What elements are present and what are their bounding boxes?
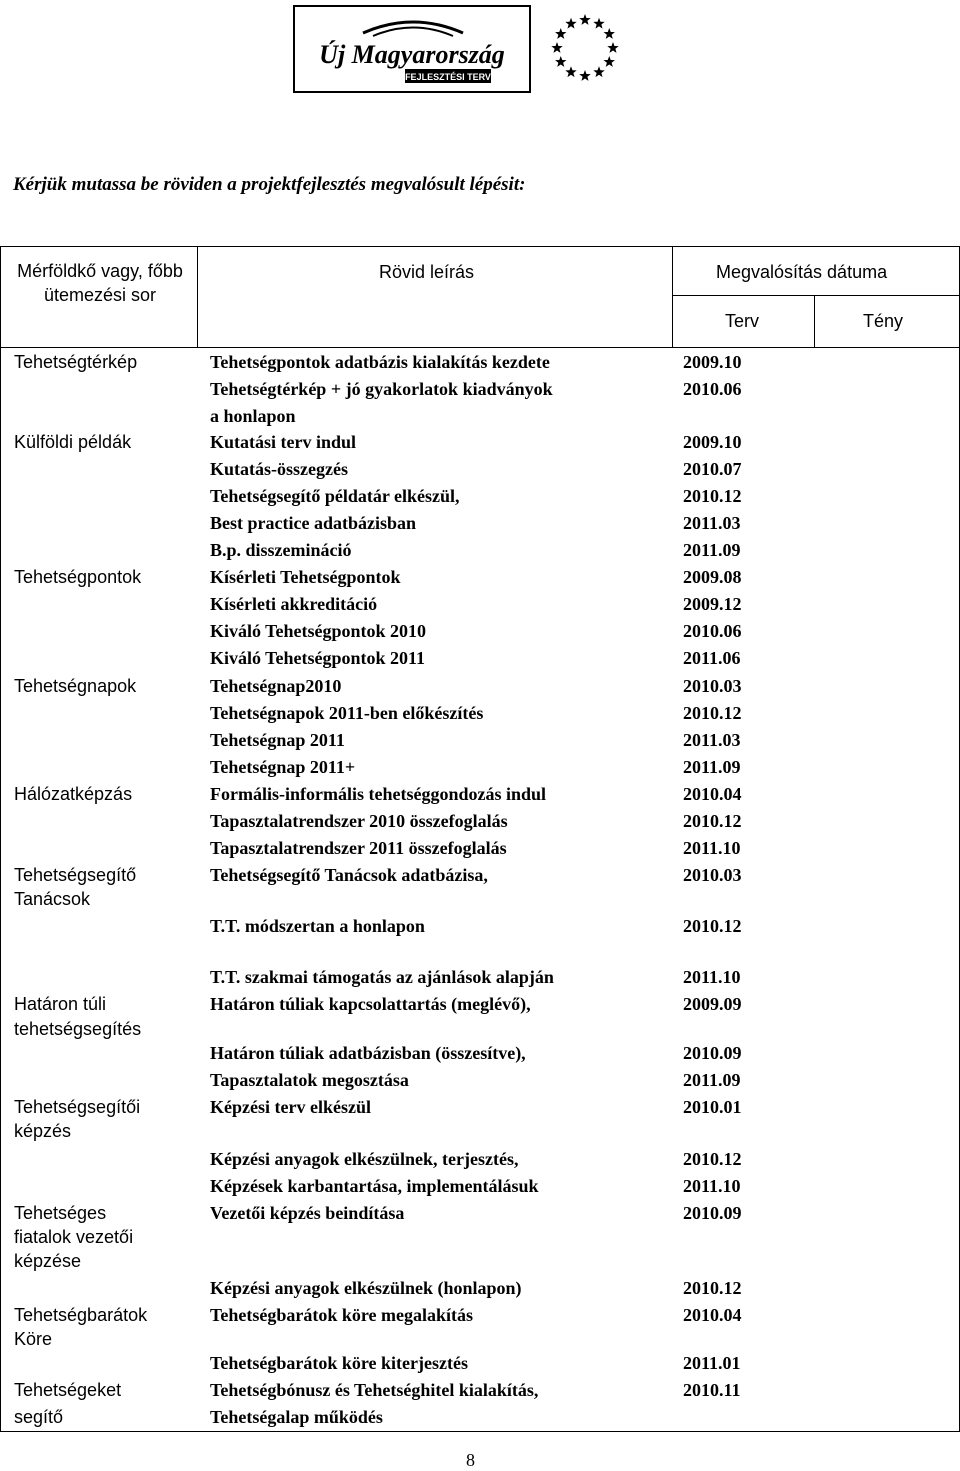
- description-cell: Kísérleti akkreditáció: [210, 594, 378, 614]
- milestone-table: [0, 246, 960, 1432]
- description-cell: Tehetségbarátok köre kiterjesztés: [210, 1353, 468, 1373]
- milestone-cell: fiatalok vezetői: [14, 1227, 134, 1247]
- plan-date-cell: 2010.12: [683, 1149, 742, 1169]
- description-cell: Best practice adatbázisban: [210, 513, 416, 533]
- plan-date-cell: 2011.06: [683, 648, 741, 668]
- plan-date-cell: 2010.09: [683, 1203, 742, 1223]
- col-plan-header: Terv: [725, 311, 760, 331]
- description-cell: Kísérleti Tehetségpontok: [210, 567, 401, 587]
- description-cell: Tehetségnap2010: [210, 676, 342, 696]
- description-cell: Kutatási terv indul: [210, 432, 357, 452]
- eu-star-icon: [607, 42, 618, 53]
- milestone-cell: Tehetségsegítő: [14, 865, 137, 885]
- description-cell: Kiváló Tehetségpontok 2011: [210, 648, 426, 668]
- description-cell: Tehetségbónusz és Tehetséghitel kialakítás,: [210, 1380, 539, 1400]
- description-cell: Tehetségtérkép + jó gyakorlatok kiadványok: [210, 379, 553, 399]
- description-cell: Tehetségsegítő példatár elkészül,: [210, 486, 460, 506]
- plan-date-cell: 2010.03: [683, 676, 742, 696]
- description-cell: Képzési terv elkészül: [210, 1097, 371, 1117]
- milestone-cell: Tehetségbarátok: [14, 1305, 148, 1325]
- header-logos: [0, 0, 960, 100]
- page-number: 8: [466, 1450, 475, 1470]
- description-cell: Kiváló Tehetségpontok 2010: [210, 621, 427, 641]
- eu-star-icon: [593, 18, 604, 29]
- plan-date-cell: 2010.09: [683, 1043, 742, 1063]
- uj-magyarorszag-logo: [293, 5, 531, 93]
- eu-star-icon: [593, 66, 604, 77]
- plan-date-cell: 2011.09: [683, 540, 741, 560]
- milestone-cell: Tehetségsegítői: [14, 1097, 141, 1117]
- eu-star-icon: [565, 18, 576, 29]
- description-cell: Tehetségsegítő Tanácsok adatbázisa,: [210, 865, 488, 885]
- milestone-cell: képzés: [14, 1121, 72, 1141]
- milestone-cell: tehetségsegítés: [14, 1019, 142, 1039]
- description-cell: Kutatás-összegzés: [210, 459, 348, 479]
- description-cell: Tehetségnapok 2011-ben előkészítés: [210, 703, 484, 723]
- milestone-cell: segítő: [14, 1407, 64, 1427]
- plan-date-cell: 2010.06: [683, 621, 742, 641]
- description-cell: a honlapon: [210, 406, 296, 426]
- milestone-cell: képzése: [14, 1251, 82, 1271]
- description-cell: Képzési anyagok elkészülnek, terjesztés,: [210, 1149, 519, 1169]
- description-cell: Tehetségbarátok köre megalakítás: [210, 1305, 473, 1325]
- plan-date-cell: 2010.06: [683, 379, 742, 399]
- plan-date-cell: 2010.12: [683, 703, 742, 723]
- description-cell: Tapasztalatrendszer 2010 összefoglalás: [210, 811, 508, 831]
- intro-heading: Kérjük mutassa be röviden a projektfejlesztés megvalósult lépésit:: [13, 174, 526, 195]
- plan-date-cell: 2010.01: [683, 1097, 742, 1117]
- col-divider-1: [197, 247, 198, 347]
- plan-date-cell: 2011.10: [683, 1176, 741, 1196]
- description-cell: T.T. módszertan a honlapon: [210, 916, 425, 936]
- description-cell: Képzési anyagok elkészülnek (honlapon): [210, 1278, 522, 1298]
- plan-date-cell: 2011.03: [683, 513, 741, 533]
- plan-date-cell: 2010.07: [683, 459, 742, 479]
- milestone-cell: Tehetségeket: [14, 1380, 122, 1400]
- description-cell: B.p. disszemináció: [210, 540, 352, 560]
- milestone-cell: Köre: [14, 1329, 53, 1349]
- col-divider-2: [672, 247, 673, 347]
- description-cell: Tehetségnap 2011: [210, 730, 345, 750]
- description-cell: Tehetségnap 2011+: [210, 757, 356, 777]
- logo-hu-text: Új Magyarország: [319, 40, 505, 69]
- description-cell: Formális-informális tehetséggondozás indul: [210, 784, 546, 804]
- milestone-cell: Határon túli: [14, 994, 107, 1014]
- plan-date-cell: 2011.10: [683, 967, 741, 987]
- description-cell: Képzések karbantartása, implementálásuk: [210, 1176, 539, 1196]
- eu-star-icon: [604, 28, 615, 39]
- col-actual-header: Tény: [863, 311, 904, 331]
- plan-date-cell: 2010.03: [683, 865, 742, 885]
- eu-star-icon: [565, 66, 576, 77]
- plan-date-cell: 2010.12: [683, 916, 742, 936]
- description-cell: T.T. szakmai támogatás az ajánlások alapján: [210, 967, 554, 987]
- eu-star-icon: [579, 14, 590, 25]
- eu-stars-logo: [547, 10, 623, 86]
- plan-date-cell: 2011.10: [683, 838, 741, 858]
- milestone-cell: Tehetségpontok: [14, 567, 142, 587]
- plan-date-cell: 2010.12: [683, 486, 742, 506]
- col-desc-header: Rövid leírás: [379, 262, 475, 282]
- plan-date-cell: 2010.12: [683, 811, 742, 831]
- description-cell: Tapasztalatok megosztása: [210, 1070, 409, 1090]
- milestone-cell: Tehetségtérkép: [14, 352, 138, 372]
- milestone-cell: Tehetségnapok: [14, 676, 137, 696]
- plan-date-cell: 2010.11: [683, 1380, 741, 1400]
- milestone-cell: Külföldi példák: [14, 432, 132, 452]
- description-cell: Tapasztalatrendszer 2011 összefoglalás: [210, 838, 507, 858]
- col-date-header: Megvalósítás dátuma: [716, 262, 888, 282]
- plan-date-cell: 2010.04: [683, 784, 742, 804]
- plan-date-cell: 2009.12: [683, 594, 742, 614]
- plan-date-cell: 2009.10: [683, 432, 742, 452]
- description-cell: Vezetői képzés beindítása: [210, 1203, 405, 1223]
- milestone-cell: Hálózatképzás: [14, 784, 133, 804]
- plan-date-cell: 2009.10: [683, 352, 742, 372]
- plan-date-cell: 2011.09: [683, 757, 741, 777]
- plan-date-cell: 2009.09: [683, 994, 742, 1014]
- header-subline: [672, 295, 959, 296]
- eu-star-icon: [579, 70, 590, 81]
- plan-date-cell: 2010.04: [683, 1305, 742, 1325]
- description-cell: Határon túliak kapcsolattartás (meglévő),: [210, 994, 531, 1014]
- eu-star-icon: [551, 42, 562, 53]
- col-milestone-header: Mérföldkő vagy, főbb ütemezési sor: [17, 261, 183, 305]
- eu-star-icon: [555, 56, 566, 67]
- header-bottom-line: [1, 347, 959, 348]
- milestone-cell: Tehetséges: [14, 1203, 107, 1223]
- description-cell: Tehetségpontok adatbázis kialakítás kezdete: [210, 352, 550, 372]
- plan-date-cell: 2010.12: [683, 1278, 742, 1298]
- description-cell: Határon túliak adatbázisban (összesítve),: [210, 1043, 526, 1063]
- eu-star-icon: [604, 56, 615, 67]
- plan-date-cell: 2011.03: [683, 730, 741, 750]
- col-divider-3: [814, 295, 815, 347]
- plan-date-cell: 2011.01: [683, 1353, 741, 1373]
- description-cell: Tehetségalap működés: [210, 1407, 383, 1427]
- plan-date-cell: 2011.09: [683, 1070, 741, 1090]
- plan-date-cell: 2009.08: [683, 567, 742, 587]
- milestone-cell: Tanácsok: [14, 889, 91, 909]
- eu-star-icon: [555, 28, 566, 39]
- logo-hu-sub: FEJLESZTÉSI TERV: [405, 72, 491, 82]
